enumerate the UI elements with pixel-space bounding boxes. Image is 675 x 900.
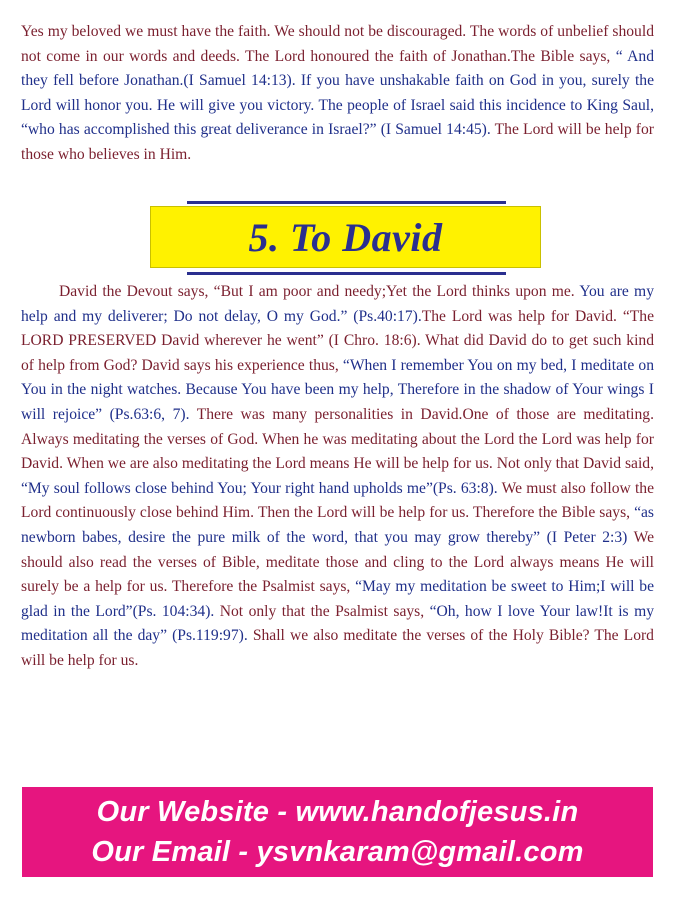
website-line: Our Website - www.handofjesus.in (96, 796, 579, 828)
scripture-quote: “ And they fell before Jonathan.(I Samuel 14:13). If you have unshakable faith on God in you, surely the Lord will honor you. He will give you victory. The people of Israel said this incidence to King Saul, “who has accomplished this great deliverance in Israel?” (I Samuel 14:45). (21, 47, 654, 139)
body-paragraph (21, 280, 654, 674)
intro-paragraph (21, 20, 654, 168)
text-segment: We should also read the verses of Bible, meditate those and cling to the Lord always means He will surely be a help for us. Therefore the Psalmist says, (21, 528, 654, 596)
text-segment: David the Devout says, “But I am poor and needy;Yet the Lord thinks upon me. (59, 283, 580, 300)
scripture-quote: “May my meditation be sweet to Him;I will be glad in the Lord”(Ps. 104:34). (21, 578, 654, 620)
scripture-quote: “as newborn babes, desire the pure milk of the word, that you may grow thereby” (I Peter 2:3) (21, 504, 654, 546)
scripture-quote: You are my help and my deliverer; Do not delay, O my God.” (Ps.40:17). (21, 283, 654, 325)
text-segment: There was many personalities in David.One of those are meditating. Always meditating the verses of God. When he was meditating about the Lord the Lord was help for David. When we are also meditating the Lord means He will be help for us. Not only that David said, (21, 405, 654, 473)
title-rule-top (187, 201, 506, 204)
title-rule-bottom (187, 272, 506, 275)
text-segment: Shall we also meditate the verses of the Holy Bible? The Lord will be help for us. (21, 627, 654, 669)
contact-banner (22, 787, 653, 877)
section-title: 5. To David (248, 214, 443, 260)
section-title-box (150, 206, 541, 268)
text-segment: We must also follow the Lord continuously close behind Him. Then the Lord will be help for us. Therefore the Bible says, (21, 479, 654, 522)
text-segment: Not only that the Psalmist says, (214, 602, 430, 620)
scripture-quote: “Oh, how I love Your law!It is my meditation all the day” (Ps.119:97). (21, 602, 654, 645)
email-line: Our Email - ysvnkaram@gmail.com (91, 836, 584, 868)
scripture-quote: “When I remember You on my bed, I meditate on You in the night watches. Because You have been my help, Therefore in the shadow of Your wings I will rejoice” (Ps.63:6, 7). (21, 356, 655, 423)
text-segment: The Lord was help for David. “The LORD PRESERVED David wherever he went” (I Chro. 18:6). What did David do to get such kind of help from God? David says his experience thus, (21, 307, 654, 374)
text-segment: Yes my beloved we must have the faith. We should not be discouraged. The words of unbelief should not come in our words and deeds. The Lord honoured the faith of Jonathan.The Bible says, (21, 23, 654, 65)
text-segment: The Lord will be help for those who believes in Him. (21, 121, 654, 163)
scripture-quote: “My soul follows close behind You; Your right hand upholds me”(Ps. 63:8). (21, 479, 498, 497)
